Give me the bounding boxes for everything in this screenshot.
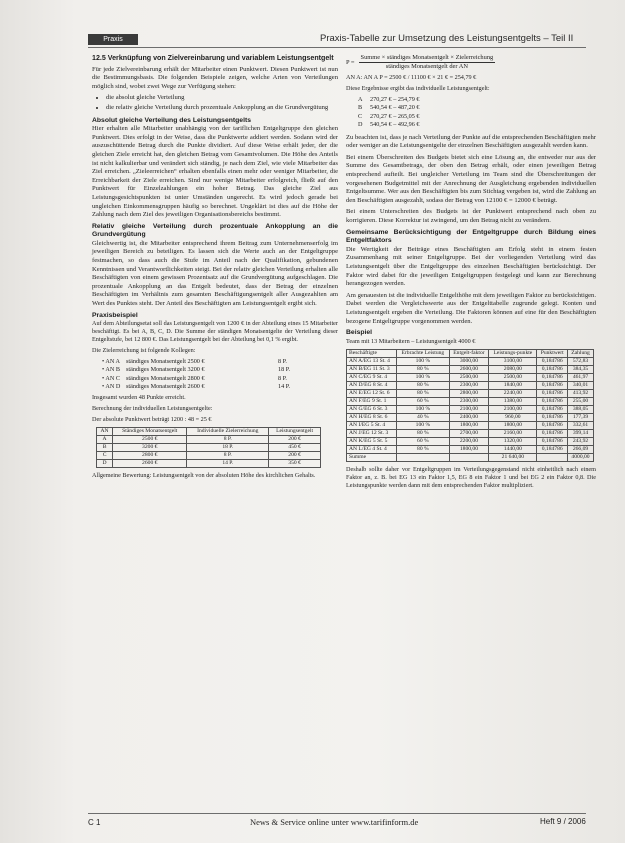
running-header: Praxis-Tabelle zur Umsetzung des Leistungsentgelts – Teil II bbox=[320, 33, 574, 44]
section-heading: 12.5 Verknüpfung von Zielvereinbarung und variablem Leistungsentgelt bbox=[92, 54, 334, 62]
table-cell: 2500,00 bbox=[449, 373, 489, 381]
calc-label: Berechnung der individuellen Leistungsentgelte: bbox=[92, 405, 213, 413]
table-cell: 0,184786 bbox=[537, 365, 568, 373]
table-cell: 8 P. bbox=[187, 452, 269, 460]
points-sum: Insgesamt wurden 48 Punkte erreicht. bbox=[92, 394, 186, 402]
employee-list bbox=[102, 358, 338, 391]
employee-intro: Die Zielerreichung ist folgende Kollegen: bbox=[92, 347, 196, 355]
table-row bbox=[347, 405, 594, 413]
example-intro: Team mit 13 Mitarbeitern – Leistungsentgelt 4000 € bbox=[346, 337, 476, 345]
table-cell: 2300,00 bbox=[449, 381, 489, 389]
table-cell: AN L/EG 4 St. 4 bbox=[347, 445, 397, 453]
table-cell: 2100,00 bbox=[489, 405, 537, 413]
table-cell: B bbox=[97, 444, 113, 452]
value-key: D bbox=[358, 121, 363, 129]
page-number: C 1 bbox=[88, 818, 101, 827]
factor-table-body bbox=[347, 357, 594, 461]
table-cell: 399,14 bbox=[568, 429, 594, 437]
table-cell: 0,184786 bbox=[537, 437, 568, 445]
table-cell: 413,92 bbox=[568, 389, 594, 397]
note-paragraph: Zu beachten ist, dass je nach Verteilung der Punkte auf die entsprechenden Beschäftigten mehr oder weniger an die Leistungsentgelte der einzelnen Beschäftigten ausgezahlt werden kann. bbox=[346, 133, 596, 150]
table-cell: 960,00 bbox=[489, 413, 537, 421]
issue-label: Heft 9 / 2006 bbox=[540, 817, 586, 826]
table-cell: 80 % bbox=[397, 381, 449, 389]
table-header: Entgelt-faktor bbox=[449, 349, 489, 357]
table-cell: AN G/EG 6 St. 3 bbox=[347, 405, 397, 413]
example-paragraph: Auf dem Abteilungsetat soll das Leistungsentgelt von 1200 € in der Abteilung eines 15 Mitarbeiter beschäftigt. Es bei A, B, C, D. Die Summe der ständigen Monatsentgelte der Verteilung dieser Entgeltstufe, bei 12 800 €. Das Leistungsentgelt bei der Abteilung bei 0,1 % ergibt. bbox=[92, 320, 338, 344]
absolute-table bbox=[96, 427, 321, 468]
table-row bbox=[347, 357, 594, 365]
factor-table bbox=[346, 349, 594, 462]
table-cell: 2160,00 bbox=[489, 429, 537, 437]
employee-salary: ständiges Monatsentgelt 2800 € bbox=[126, 374, 205, 382]
employee-points: 8 P. bbox=[278, 358, 287, 366]
section-tag: Praxis bbox=[88, 34, 138, 45]
table-cell: 384,35 bbox=[568, 365, 594, 373]
table-cell: AN C/EG 9 St. 4 bbox=[347, 373, 397, 381]
table-cell: D bbox=[97, 460, 113, 468]
table-cell: 2500 € bbox=[113, 436, 187, 444]
table-cell: AN A/EG 13 St. 4 bbox=[347, 357, 397, 365]
table-cell: AN F/EG 9 St. 1 bbox=[347, 397, 397, 405]
table-cell: 2800 € bbox=[113, 452, 187, 460]
method-list bbox=[92, 94, 338, 112]
table-cell: AN J/EG 12 St. 3 bbox=[347, 429, 397, 437]
table-cell: 1840,00 bbox=[489, 381, 537, 389]
formula-fraction bbox=[359, 54, 496, 71]
table-cell: 3200 € bbox=[113, 444, 187, 452]
table-header: AN bbox=[97, 428, 113, 436]
formula-label: P = bbox=[346, 58, 355, 66]
table-row bbox=[347, 413, 594, 421]
table-cell: 100 % bbox=[397, 373, 449, 381]
employee-bullet: • AN A bbox=[102, 358, 120, 366]
right-column bbox=[346, 54, 596, 493]
table-cell: 0,184786 bbox=[537, 421, 568, 429]
table-cell: 1440,00 bbox=[489, 445, 537, 453]
subheading-absolute: Absolut gleiche Verteilung des Leistungsentgelts bbox=[92, 116, 251, 124]
relative-paragraph: Gleichwertig ist, die Mitarbeiter entsprechend ihrem Beitrag zum Unternehmenserfolg im jeweiligen Bereich zu beteiligen. Es lassen sich die Werte auch an der Entgeltgruppe festmachen, so dass auch die Stufe im Anteil nach der Qualifikation, gebundenen Kenntnissen und Verantwortlichkeiten steigt. Bei der relativ gleichen Verteilung erhalten alle Beschäftigten von einem gewissen Prozentsatz auf die Grundvergütung aufgeschlagen. Die prozentuale Ankopplung an das Entgelt bedeutet, dass der Betrag der einzelnen Beschäftigten im Verhältnis zum gesamten Beschäftigungsentgelt aller Ausgezahlten am Wert des Punktes steht. Der Anteil des Beschäftigten am Leistungsentgelt ergibt sich. bbox=[92, 239, 338, 308]
table-cell: 243,92 bbox=[568, 437, 594, 445]
employee-salary: ständiges Monatsentgelt 2600 € bbox=[126, 382, 205, 390]
table-cell: 200 € bbox=[269, 452, 321, 460]
table-header: Punktwert bbox=[537, 349, 568, 357]
table-cell: 0,184786 bbox=[537, 397, 568, 405]
left-column bbox=[92, 54, 338, 483]
table-row bbox=[97, 452, 321, 460]
table-cell: 21 640,00 bbox=[489, 453, 537, 461]
subheading-factor: Gemeinsame Berücksichtigung der Entgeltgruppe durch Bildung eines Entgeltfaktors bbox=[346, 228, 596, 245]
value-text: 270,27 € – 265,05 € bbox=[370, 112, 420, 120]
value-text: 270,27 € – 254,79 € bbox=[370, 96, 420, 103]
table-cell: 2500,00 bbox=[489, 373, 537, 381]
table-cell: 18 P. bbox=[187, 444, 269, 452]
employee-bullet: • AN D bbox=[102, 382, 121, 390]
value-key: B bbox=[358, 104, 363, 112]
table-cell: 2600 € bbox=[113, 460, 187, 468]
table-row bbox=[347, 421, 594, 429]
table-row bbox=[347, 445, 594, 453]
table-cell: 572,83 bbox=[568, 357, 594, 365]
table-cell: 1380,00 bbox=[489, 397, 537, 405]
table-cell: 177,39 bbox=[568, 413, 594, 421]
table-cell: Summe bbox=[347, 453, 397, 461]
table-cell: A bbox=[97, 436, 113, 444]
table-header: Individuelle Zielerreichung bbox=[187, 428, 269, 436]
absolute-paragraph: Hier erhalten alle Mitarbeiter unabhängig von der tariflichen Entgeltgruppe den gleichen Punktwert. Dies erfolgt in der Weise, dass die Punktwerte addiert werden. Sodann wird der auszuschüttende Betrag durch die Punkte dividiert. Auf diese Weise erhält jeder, der die gleichen Ziele erreicht hat, den gleichen Betrag vom Gesamtvolumen. Die Höhe des Anteils ist nicht kalkulierbar und verändert sich ständig, je nach dem Ziel, wie viele Mitarbeiter das Ziel erreichen. „Zieleerreichen“ erhalten ebenfalls einen mehr oder weniger Mitarbeiter, die Erreichbarkeit der Ziele erreichen. Sind nur wenige Mitarbeiter erfolgreich, fließt auf den Punktwert für Einzelzahlungen ein hoher Betrag. Das gleiche Ziel aus Leistungsgesichtspunkten ist unter Umständen ungerecht. Es wird jedoch gerade bei ungleichen Einkommensgruppen häufig so berechnet. Ungeklärt ist dies auf die Höhe der Zahlung nach dem Ziel des jeweiligen Organisationsbereichs bestimmt. bbox=[92, 125, 338, 219]
table-cell: 200 € bbox=[269, 436, 321, 444]
factor-paragraph-2: Am genauesten ist die individuelle Entgelthöhe mit dem jeweiligen Faktor zu berücksichtigen. Dabei werden die Vergleichswerte aus der Entgelttabelle zugrunde gelegt. Konten und Leistungsentgelt ergeben die Verteilung. Die Faktoren können auf eine für den Beschäftigten bezogene Entgeltgruppe vorgenommen werden. bbox=[346, 291, 596, 325]
table-cell: 0,184786 bbox=[537, 445, 568, 453]
table-cell: 3100,00 bbox=[489, 357, 537, 365]
table-header: Erbrachte Leistung bbox=[397, 349, 449, 357]
table-header: Beschäftigte bbox=[347, 349, 397, 357]
table-cell: 350 € bbox=[269, 460, 321, 468]
table-cell: 0,184786 bbox=[537, 381, 568, 389]
employee-salary: ständiges Monatsentgelt 3200 € bbox=[126, 366, 205, 374]
value-key: C bbox=[358, 112, 363, 120]
table-cell: 14 P. bbox=[187, 460, 269, 468]
formula bbox=[346, 54, 596, 71]
formula-calc: AN A: AN A P = 2500 € / 11100 € × 21 € = 254,79 € bbox=[346, 74, 477, 81]
table-cell: 80 % bbox=[397, 429, 449, 437]
table-cell: 255,00 bbox=[568, 397, 594, 405]
value-text: 540,54 € – 487,20 € bbox=[370, 104, 420, 112]
table-cell: 2700,00 bbox=[449, 429, 489, 437]
table-cell: 332,61 bbox=[568, 421, 594, 429]
table-row bbox=[347, 381, 594, 389]
table-cell: 3000,00 bbox=[449, 357, 489, 365]
table-cell: 80 % bbox=[397, 389, 449, 397]
table-cell: 100 % bbox=[397, 357, 449, 365]
table-cell: 80 % bbox=[397, 445, 449, 453]
intro-paragraph: Für jede Zielvereinbarung erhält der Mitarbeiter einen Punktwert. Diesen Punktwert ist nun die Bestimmungsbasis. Die folgenden Beispiele zeigen, welche Arten von Verteilungen möglich sind, wobei zwei Wege zur Verfügung stehen: bbox=[92, 65, 338, 90]
table-cell: 2800,00 bbox=[449, 389, 489, 397]
table-cell: 0,184786 bbox=[537, 373, 568, 381]
formula-numerator: Summe × ständiges Monatsentgelt × Zielerreichung bbox=[360, 54, 494, 61]
table-cell: AN B/EG 11 St. 3 bbox=[347, 365, 397, 373]
table-cell: 0,184786 bbox=[537, 429, 568, 437]
table-cell: 2600,00 bbox=[449, 365, 489, 373]
subheading-relative: Relativ gleiche Verteilung durch prozentuale Ankopplung an die Grundvergütung bbox=[92, 222, 338, 239]
value-text: 540,54 € – 492,96 € bbox=[370, 121, 420, 129]
table-cell: 2100,00 bbox=[449, 405, 489, 413]
table-row bbox=[347, 437, 594, 445]
table-cell: 8 P. bbox=[187, 436, 269, 444]
value-key: A bbox=[358, 96, 363, 103]
closing-note: Allgemeine Bewertung: Leistungsentgelt von der absoluten Höhe des kirchlichen Gehalts. bbox=[92, 472, 316, 480]
table-cell: 100 % bbox=[397, 405, 449, 413]
table-cell: 2400,00 bbox=[449, 413, 489, 421]
table-header: Ständiges Monatsentgelt bbox=[113, 428, 187, 436]
table-row bbox=[347, 389, 594, 397]
table-cell bbox=[397, 453, 449, 461]
table-header-row bbox=[97, 428, 321, 436]
table-cell: 1800,00 bbox=[449, 421, 489, 429]
point-value: Der absolute Punktwert beträgt 1200 : 48 = 25 € bbox=[92, 416, 212, 424]
employee-bullet: • AN C bbox=[102, 374, 120, 382]
employee-salary: ständiges Monatsentgelt 2500 € bbox=[126, 358, 205, 366]
table-cell: 388,05 bbox=[568, 405, 594, 413]
example-label: Praxisbeispiel bbox=[92, 311, 138, 319]
table-cell: 0,184786 bbox=[537, 405, 568, 413]
factor-paragraph: Die Wertigkeit der Beiträge eines Beschäftigten am Erfolg steht in einem festen Zusammenhang mit seiner Entgeltgruppe. Bei der vorliegenden Verteilung wird das Leistungsentgelt über die Entgeltgruppe des einzelnen Beschäftigten berücksichtigt. Der Faktor wird dabei für die jeweiligen Entgeltgruppen festgelegt und kann zur Berechnung herangezogen werden. bbox=[346, 245, 596, 288]
table-header: Zahlung bbox=[568, 349, 594, 357]
table-row bbox=[97, 444, 321, 452]
employee-points: 14 P. bbox=[278, 382, 291, 390]
table-cell: 2080,00 bbox=[489, 365, 537, 373]
table-cell: 1800,00 bbox=[489, 421, 537, 429]
table-row bbox=[347, 373, 594, 381]
table-cell: 1800,00 bbox=[449, 445, 489, 453]
table-cell: 461,97 bbox=[568, 373, 594, 381]
table-cell: 2200,00 bbox=[449, 437, 489, 445]
table-row bbox=[97, 460, 321, 468]
table-cell: AN H/EG 8 St. 6 bbox=[347, 413, 397, 421]
table-header: Leistungsentgelt bbox=[269, 428, 321, 436]
table-cell: 80 % bbox=[397, 365, 449, 373]
footer-link[interactable]: News & Service online unter www.tarifinform.de bbox=[250, 817, 419, 827]
table-row bbox=[97, 436, 321, 444]
header-rule bbox=[88, 47, 586, 48]
table-cell: 1320,00 bbox=[489, 437, 537, 445]
table-cell: 60 % bbox=[397, 437, 449, 445]
table-row bbox=[347, 365, 594, 373]
table-cell: AN E/EG 12 St. 6 bbox=[347, 389, 397, 397]
table-cell: 100 % bbox=[397, 421, 449, 429]
budget-over-paragraph: Bei einem Überschreiten des Budgets bietet sich eine Lösung an, die entweder nur aus der Summe des Gesamtbetrags, der oben den Betrag erhält, oder einen jeweiligen Betrag entsprechend aufteilt. Bei ungleicher Verteilung im Team sind die Überschreitungen der vorgesehenen Budgetmittel mit der Anrechnung der Ausgleichung ergebenden individuellen Entgeltsumme. Wer aus den Beschäftigten bis zum Stichtag vergeben ist, wird die Zahlung an den Beschäftigten ausgezahlt, sodass der Betrag von 12100 € = 12000 € beträgt. bbox=[346, 153, 596, 204]
table-cell bbox=[449, 453, 489, 461]
table-cell: 0,184786 bbox=[537, 357, 568, 365]
table-cell: 40 % bbox=[397, 413, 449, 421]
table-cell: 266,09 bbox=[568, 445, 594, 453]
values-label: Diese Ergebnisse ergibt das individuelle Leistungsentgelt: bbox=[346, 85, 490, 92]
table-row bbox=[347, 397, 594, 405]
table-cell: 0,184786 bbox=[537, 389, 568, 397]
table-row bbox=[347, 453, 594, 461]
table-cell: AN D/EG 8 St. 4 bbox=[347, 381, 397, 389]
method-item: • die relativ gleiche Verteilung durch prozentuale Ankopplung an die Grundvergütung bbox=[106, 104, 338, 113]
table-header: Leistungs-punkte bbox=[489, 349, 537, 357]
example-label: Beispiel bbox=[346, 329, 373, 337]
table-cell: C bbox=[97, 452, 113, 460]
table-cell: 340,01 bbox=[568, 381, 594, 389]
table-cell: 60 % bbox=[397, 397, 449, 405]
table-cell: 450 € bbox=[269, 444, 321, 452]
budget-under-paragraph: Bei einem Unterschreiten des Budgets ist der Punktwert entsprechend nach oben zu korrigieren. Diese Korrektur ist zwingend, um den Betrag nicht zu verändern. bbox=[346, 208, 596, 224]
formula-denominator: ständiges Monatsentgelt der AN bbox=[385, 63, 468, 70]
employee-points: 18 P. bbox=[278, 366, 291, 374]
table-cell: 0,184786 bbox=[537, 413, 568, 421]
table-cell: 2240,00 bbox=[489, 389, 537, 397]
employee-bullet: • AN B bbox=[102, 366, 120, 374]
table-header-row bbox=[347, 349, 594, 357]
table-cell: AN I/EG 5 St. 4 bbox=[347, 421, 397, 429]
values-list bbox=[358, 96, 596, 130]
table-cell: 4000,00 bbox=[568, 453, 594, 461]
table-row bbox=[347, 429, 594, 437]
table-cell: 2300,00 bbox=[449, 397, 489, 405]
footer-rule bbox=[88, 813, 586, 814]
table-cell bbox=[537, 453, 568, 461]
closing-note: Deshalb sollte daher vor Entgeltgruppen im Verteilungsgegenstand nicht einheitlich nach einem Faktor an, z. B. bei EG 13 ein Faktor 1,5, EG 8 ein Faktor 1 und bei EG 2 ein Faktor 0,8. Die Leistungspunkte werden dann mit dem entsprechenden Faktor multipliziert. bbox=[346, 465, 596, 489]
table-cell: AN K/EG 5 St. 5 bbox=[347, 437, 397, 445]
employee-points: 8 P. bbox=[278, 374, 287, 382]
method-item: • die absolut gleiche Verteilung bbox=[106, 94, 338, 103]
